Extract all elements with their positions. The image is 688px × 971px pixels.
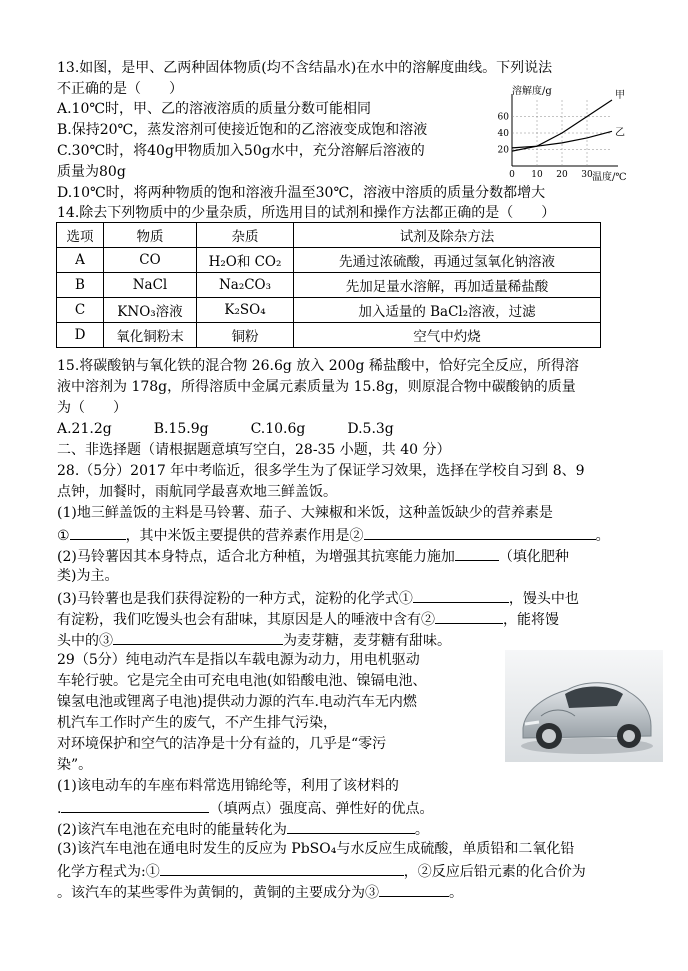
q13-option-b: B.保持20℃，蒸发溶剂可使接近饱和的乙溶液变成饱和溶液 [57, 122, 428, 138]
q28-text: ，馒头中也 [508, 591, 579, 607]
y-tick-label: 20 [497, 145, 509, 156]
electric-car-image [505, 650, 663, 762]
q28-line3: (1)地三鲜盖饭的主料是马铃薯、茄子、大辣椒和米饭，这种盖饭缺少的营养素是 [57, 505, 553, 521]
solubility-chart [490, 84, 640, 184]
table-cell: 先加足量水溶解，再加适量稀盐酸 [294, 273, 601, 298]
answer-blank-3[interactable] [113, 629, 283, 645]
answer-blank-energy[interactable] [287, 818, 415, 834]
q29-line2: 车轮行驶。它是完全由可充电电池(如铅酸电池、镍镉电池、 [57, 673, 427, 689]
q29-text: 。该汽车的某些零件为黄铜的，黄铜的主要成分为③ [57, 885, 379, 901]
q28-text: ，其中米饭主要提供的营养素作用是② [125, 528, 364, 544]
table-header-cell: 试剂及除杂方法 [294, 223, 601, 248]
q29-line11 [57, 860, 586, 882]
q28-line4 [57, 524, 610, 546]
q29-line8 [57, 797, 433, 819]
table-cell: A [57, 248, 104, 273]
q29-line4: 机汽车工作时产生的废气，不产生排气污染， [57, 715, 337, 731]
q29-text: . [57, 801, 62, 817]
answer-blank-brass[interactable] [379, 881, 449, 897]
table-row [57, 323, 601, 348]
table-cell: 氧化铜粉末 [104, 323, 197, 348]
q28-text: (2)马铃薯因其本身特点，适合北方种植，为增强其抗寒能力施加 [57, 549, 455, 565]
q13-option-a: A.10℃时，甲、乙的溶液溶质的质量分数可能相同 [57, 101, 372, 117]
table-header-cell: 选项 [57, 223, 104, 248]
q15-options: A.21.2g B.15.9g C.10.6g D.5.3g [57, 421, 394, 437]
answer-blank-enzyme[interactable] [435, 608, 503, 624]
table-cell: C [57, 298, 104, 323]
answer-blank-material[interactable] [61, 797, 209, 813]
q28-line8 [57, 608, 559, 630]
table-cell: NaCl [104, 273, 197, 298]
q29-text: (2)该汽车电池在充电时的能量转化为 [57, 822, 287, 838]
table-row [57, 273, 601, 298]
q29-text: 化学方程式为:① [57, 864, 160, 880]
q15-line3: 为（ ） [57, 400, 127, 416]
chart-ylabel: 溶解度/g [512, 86, 552, 97]
q13-stem-line1: 13.如图，是甲、乙两种固体物质(均不含结晶水)在水中的溶解度曲线。下列说法 [57, 60, 553, 76]
q15-line1: 15.将碳酸钠与氧化铁的混合物 26.6g 放入 200g 稀盐酸中，恰好完全反应，所得溶 [57, 358, 579, 374]
q28-line2: 点钟，加餐时，雨航同学最喜欢地三鲜盖饭。 [57, 484, 337, 500]
q28-line6: 类)为主。 [57, 568, 119, 584]
answer-blank-fertilizer[interactable] [455, 545, 499, 561]
q29-text: 。 [414, 822, 429, 838]
q29-text: 。 [449, 885, 463, 901]
q28-line5 [57, 545, 569, 567]
q29-line12 [57, 881, 463, 903]
q28-text: (3)马铃薯也是我们获得淀粉的一种方式，淀粉的化学式① [57, 591, 413, 607]
q13-option-c-line1: C.30℃时，将40g甲物质加入50g水中，充分溶解后溶液的 [57, 143, 425, 159]
table-cell: D [57, 323, 104, 348]
answer-blank-equation[interactable] [160, 860, 404, 876]
q29-line6: 染”。 [57, 757, 93, 773]
q29-line3: 镍氢电池或锂离子电池)提供动力源的汽车.电动汽车无内燃 [57, 694, 417, 710]
chart-series [512, 89, 625, 151]
y-tick-label: 60 [497, 112, 509, 123]
q29-text: ，②反应后铅元素的化合价为 [403, 864, 586, 880]
x-tick-label: 0 [509, 170, 515, 180]
answer-blank-1[interactable] [70, 524, 126, 540]
y-tick-label: 40 [497, 129, 509, 139]
table-cell: CO [104, 248, 197, 273]
table-header-cell: 杂质 [197, 223, 294, 248]
x-tick-label: 20 [556, 170, 568, 180]
table-header-cell: 物质 [104, 223, 197, 248]
section-title: 二、非选择题（请根据题意填写空白，28-35 小题，共 40 分） [57, 442, 451, 458]
table-header-row [57, 223, 601, 248]
q14-stem: 14.除去下列物质中的少量杂质，所选用目的试剂和操作方法都正确的是（ ） [57, 205, 556, 221]
q29-line1: 29（5分）纯电动汽车是指以车载电源为动力，用电机驱动 [57, 652, 420, 668]
q13-option-c-line2: 质量为80g [57, 164, 126, 180]
chart-xlabel: 温度/℃ [592, 172, 627, 183]
q29-line10: (3)该汽车电池在通电时发生的反应为 PbSO₄与水反应生成硫酸，单质铅和二氧化铅 [57, 841, 575, 857]
table-row [57, 248, 601, 273]
table-cell: 加入适量的 BaCl₂溶液，过滤 [294, 298, 601, 323]
blank-marker: ① [57, 528, 70, 544]
q29-text: （填两点）强度高、弹性好的优点。 [209, 801, 434, 817]
q28-line9 [57, 629, 451, 651]
chart-axes [498, 94, 618, 180]
table-cell: 空气中灼烧 [294, 323, 601, 348]
q13-option-d: D.10℃时，将两种物质的饱和溶液升温至30℃，溶液中溶质的质量分数都增大 [57, 185, 546, 201]
x-tick-label: 30 [581, 170, 593, 180]
table-cell: Na₂CO₃ [197, 273, 294, 298]
table-row [57, 298, 601, 323]
q28-text: 为麦芽糖，麦芽糖有甜味。 [283, 633, 451, 649]
q28-line1: 28.（5分）2017 年中考临近，很多学生为了保证学习效果，选择在学校自习到 8、9 [57, 463, 585, 479]
table-cell: K₂SO₄ [197, 298, 294, 323]
q15-line2: 液中溶剂为 178g，所得溶质中金属元素质量为 15.8g，则原混合物中碳酸钠的质量 [57, 379, 576, 395]
answer-blank-starch-formula[interactable] [413, 587, 509, 603]
series-label: 甲 [615, 90, 625, 101]
x-tick-label: 10 [531, 170, 543, 180]
table-cell: B [57, 273, 104, 298]
table-cell: H₂O和 CO₂ [197, 248, 294, 273]
q28-text: 有淀粉，我们吃馒头也会有甜味，其原因是人的唾液中含有② [57, 612, 435, 628]
table-cell: 铜粉 [197, 323, 294, 348]
q13-stem-line2: 不正确的是（ ） [57, 81, 183, 97]
impurity-table [56, 222, 601, 348]
q29-line9 [57, 818, 429, 840]
q28-text: ，能将馒 [503, 612, 559, 628]
q28-text: 。 [595, 528, 610, 544]
q28-text: （填化肥种 [498, 549, 569, 565]
answer-blank-2[interactable] [364, 524, 596, 540]
q28-text: 头中的③ [57, 633, 113, 649]
series-label: 乙 [615, 127, 625, 139]
table-cell: 先通过浓硫酸，再通过氢氧化钠溶液 [294, 248, 601, 273]
q28-line7 [57, 587, 579, 609]
q29-line5: 对环境保护和空气的洁净是十分有益的，几乎是“零污 [57, 736, 387, 752]
table-cell: KNO₃溶液 [104, 298, 197, 323]
q29-line7: (1)该电动车的车座布料常选用锦纶等，利用了该材料的 [57, 778, 399, 794]
